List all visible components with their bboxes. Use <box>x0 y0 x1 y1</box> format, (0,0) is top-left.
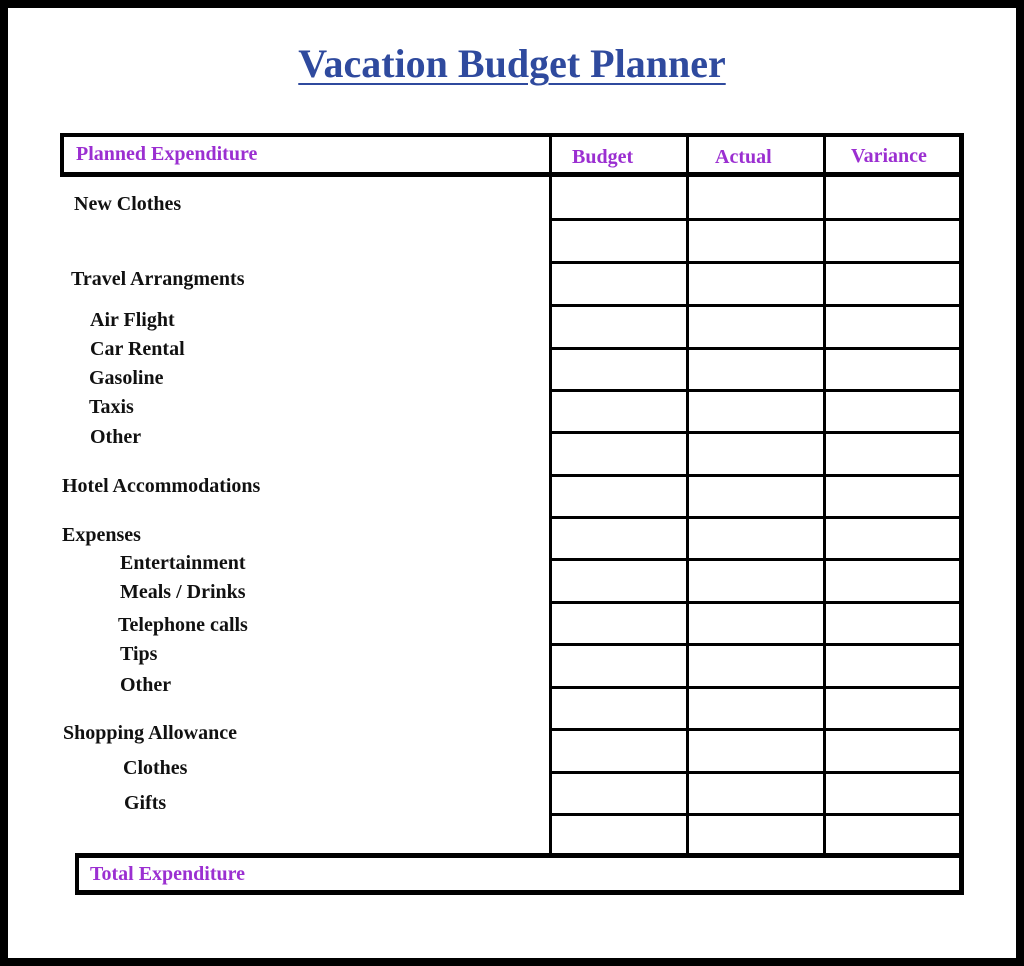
item-entertainment: Entertainment <box>120 552 246 574</box>
item-car-rental: Car Rental <box>90 338 185 360</box>
grid-col-line-0 <box>549 137 552 855</box>
page-title <box>0 40 1024 87</box>
item-new-clothes: New Clothes <box>74 193 182 215</box>
grid-row-line-13 <box>549 771 964 774</box>
grid-row-line-10 <box>549 643 964 646</box>
grid-row-line-4 <box>549 389 964 392</box>
item-meals-drinks: Meals / Drinks <box>120 581 246 603</box>
grid-col-line-2 <box>823 137 826 855</box>
grid-row-line-14 <box>549 813 964 816</box>
total-right-border <box>959 853 964 895</box>
grid-col-line-1 <box>686 137 689 855</box>
header-top-border <box>60 133 964 137</box>
item-hotel-accommodations: Hotel Accommodations <box>62 475 261 497</box>
header-variance: Variance <box>851 145 927 167</box>
header-actual: Actual <box>715 146 772 168</box>
grid-row-line-7 <box>549 516 964 519</box>
item-taxis: Taxis <box>89 396 134 418</box>
header-left-border <box>60 133 64 177</box>
grid-row-line-1 <box>549 261 964 264</box>
header-budget: Budget <box>572 146 634 168</box>
total-left-border <box>75 853 79 895</box>
grid-col-line-3 <box>959 137 964 855</box>
item-travel-arrangements: Travel Arrangments <box>71 268 245 290</box>
total-expenditure-label: Total Expenditure <box>90 863 246 885</box>
total-bottom-border <box>75 890 964 895</box>
grid-row-line-12 <box>549 728 964 731</box>
item-expenses-other: Other <box>120 674 172 696</box>
grid-row-line-6 <box>549 474 964 477</box>
grid-row-line-8 <box>549 558 964 561</box>
item-shopping-clothes: Clothes <box>123 757 188 779</box>
item-tips: Tips <box>120 643 158 665</box>
page-title-text: Vacation Budget Planner <box>298 41 726 86</box>
item-shopping-allowance: Shopping Allowance <box>63 722 237 744</box>
item-gifts: Gifts <box>124 792 167 814</box>
grid-row-line-2 <box>549 304 964 307</box>
item-air-flight: Air Flight <box>90 309 175 331</box>
grid-row-line-5 <box>549 431 964 434</box>
header-planned-expenditure: Planned Expenditure <box>76 143 258 165</box>
item-telephone-calls: Telephone calls <box>118 614 248 636</box>
grid-row-line-3 <box>549 347 964 350</box>
total-top-border <box>75 853 964 858</box>
item-expenses: Expenses <box>62 524 141 546</box>
grid-row-line-11 <box>549 686 964 689</box>
grid-row-line-9 <box>549 601 964 604</box>
item-gasoline: Gasoline <box>89 367 164 389</box>
grid-row-line-0 <box>549 218 964 221</box>
header-bottom-border <box>60 172 964 177</box>
item-travel-other: Other <box>90 426 142 448</box>
